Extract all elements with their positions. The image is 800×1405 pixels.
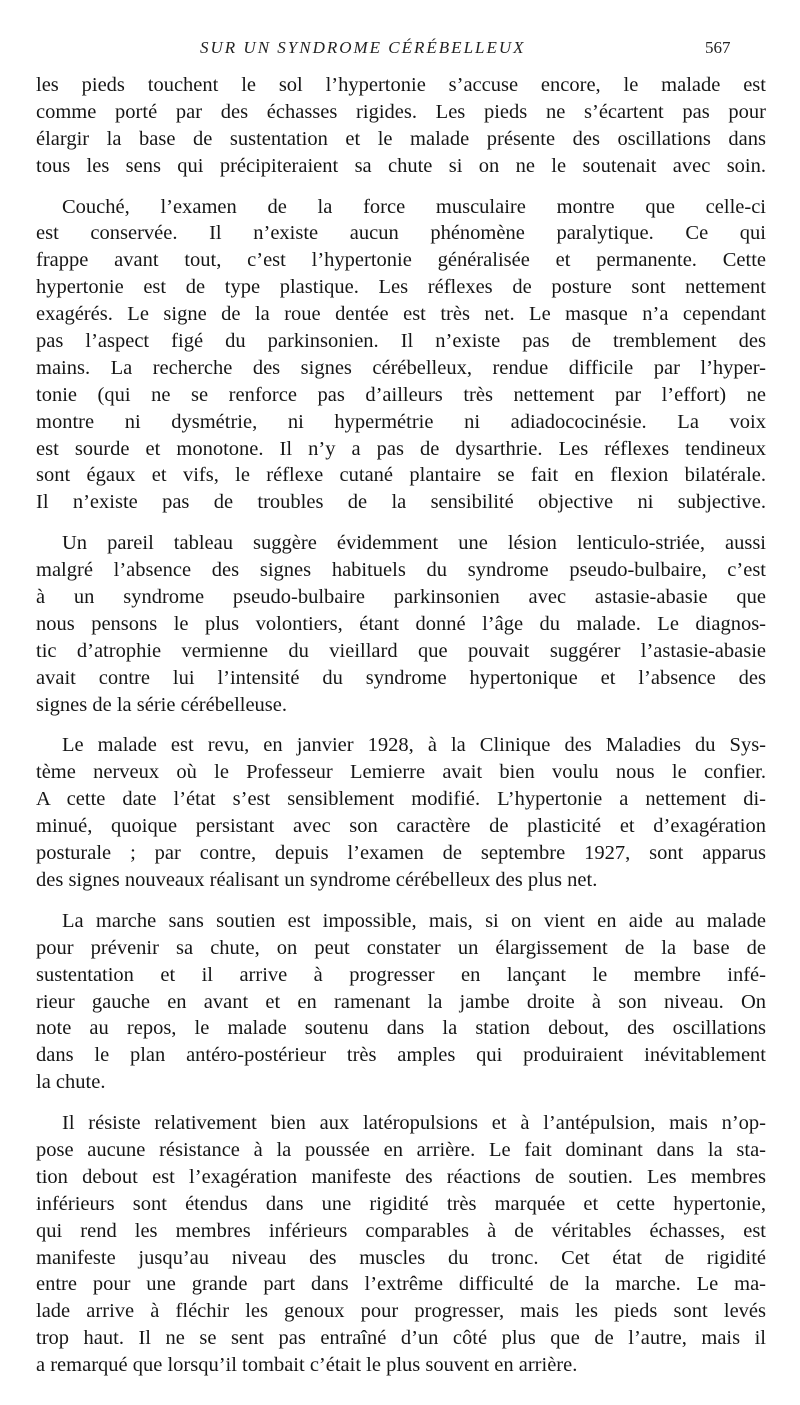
text-line: posturale ; par contre, depuis l’examen de septembre 1927, sont apparus: [36, 842, 766, 865]
text-line: A cette date l’état s’est sensiblement modifié. L’hypertonie a nettement di-: [36, 788, 766, 811]
text-line: Le malade est revu, en janvier 1928, à la Clinique des Maladies du Sys-: [62, 734, 766, 757]
text-line: élargir la base de sustentation et le malade présente des oscillations dans: [36, 127, 766, 150]
running-head: SUR UN SYNDROME CÉRÉBELLEUX: [200, 38, 526, 57]
text-line: a remarqué que lorsqu’il tombait c’était le plus souvent en arrière.: [36, 1354, 578, 1377]
text-line: Il n’existe pas de troubles de la sensibilité objective ni subjective.: [36, 491, 766, 514]
paragraph: [36, 1110, 766, 1379]
paragraph: [36, 72, 766, 180]
text-line: inférieurs sont étendus dans une rigidité très marquée et cette hypertonie,: [36, 1192, 766, 1215]
text-line: pour prévenir sa chute, on peut constater un élargissement de la base de: [36, 936, 766, 959]
text-line: note au repos, le malade soutenu dans la station debout, des oscillations: [36, 1017, 766, 1040]
text-line: lade arrive à fléchir les genoux pour progresser, mais les pieds sont levés: [36, 1300, 766, 1323]
text-line: Il résiste relativement bien aux latéropulsions et à l’antépulsion, mais n’op-: [62, 1112, 766, 1135]
paragraph: [36, 908, 766, 1096]
text-line: tic d’atrophie vermienne du vieillard que pouvait suggérer l’astasie-abasie: [36, 639, 766, 662]
text-line: exagérés. Le signe de la roue dentée est très net. Le masque n’a cependant: [36, 303, 766, 326]
text-line: nous pensons le plus volontiers, étant donné l’âge du malade. Le diagnos-: [36, 612, 766, 635]
text-line: qui rend les membres inférieurs comparables à de véritables échasses, est: [36, 1219, 766, 1242]
text-line: signes de la série cérébelleuse.: [36, 693, 288, 716]
text-line: tous les sens qui précipiteraient sa chute si on ne le soutenait avec soin.: [36, 154, 766, 177]
text-line: Couché, l’examen de la force musculaire montre que celle-ci: [62, 195, 766, 218]
text-line: à un syndrome pseudo-bulbaire parkinsonien avec astasie-abasie que: [36, 586, 766, 609]
text-line: hypertonie est de type plastique. Les réflexes de posture sont nettement: [36, 276, 766, 299]
text-line: trop haut. Il ne se sent pas entraîné d’un côté plus que de l’autre, mais il: [36, 1327, 766, 1350]
text-line: tion debout est l’exagération manifeste des réactions de soutien. Les membres: [36, 1165, 766, 1188]
text-line: montre ni dysmétrie, ni hypermétrie ni adiadococinésie. La voix: [36, 410, 766, 433]
text-line: comme porté par des échasses rigides. Les pieds ne s’écartent pas pour: [36, 100, 766, 123]
text-line: frappe avant tout, c’est l’hypertonie généralisée et permanente. Cette: [36, 249, 766, 272]
text-line: La marche sans soutien est impossible, mais, si on vient en aide au malade: [62, 909, 766, 932]
text-line: des signes nouveaux réalisant un syndrome cérébelleux des plus net.: [36, 868, 598, 891]
page-header: [0, 38, 800, 64]
text-line: malgré l’absence des signes habituels du syndrome pseudo-bulbaire, c’est: [36, 559, 766, 582]
paragraph: [36, 530, 766, 718]
text-line: la chute.: [36, 1071, 106, 1094]
text-line: dans le plan antéro-postérieur très amples qui produiraient inévitablement: [36, 1044, 766, 1067]
text-line: sont égaux et vifs, le réflexe cutané plantaire se fait en flexion bilatérale.: [36, 464, 766, 487]
body-text: [36, 72, 766, 1379]
text-line: les pieds touchent le sol l’hypertonie s’accuse encore, le malade est: [36, 74, 766, 96]
text-line: est conservée. Il n’existe aucun phénomène paralytique. Ce qui: [36, 222, 766, 245]
page-number: 567: [705, 38, 731, 57]
text-line: mains. La recherche des signes cérébelleux, rendue difficile par l’hyper-: [36, 356, 766, 379]
text-line: tème nerveux où le Professeur Lemierre avait bien voulu nous le confier.: [36, 761, 766, 784]
text-line: avait contre lui l’intensité du syndrome hypertonique et l’absence des: [36, 666, 766, 689]
text-line: minué, quoique persistant avec son caractère de plasticité et d’exagération: [36, 815, 766, 838]
text-line: Un pareil tableau suggère évidemment une lésion lenticulo-striée, aussi: [62, 532, 766, 555]
text-line: rieur gauche en avant et en ramenant la jambe droite à son niveau. On: [36, 990, 766, 1013]
text-line: pose aucune résistance à la poussée en arrière. Le fait dominant dans la sta-: [36, 1138, 766, 1161]
paragraph: [36, 732, 766, 893]
text-line: sustentation et il arrive à progresser en lançant le membre infé-: [36, 963, 766, 986]
text-line: entre pour une grande part dans l’extrême difficulté de la marche. Le ma-: [36, 1273, 766, 1296]
text-line: est sourde et monotone. Il n’y a pas de dysarthrie. Les réflexes tendineux: [36, 437, 766, 460]
text-line: tonie (qui ne se renforce pas d’ailleurs très nettement par l’effort) ne: [36, 383, 766, 406]
text-line: pas l’aspect figé du parkinsonien. Il n’existe pas de tremblement des: [36, 330, 766, 353]
paragraph: [36, 194, 766, 517]
text-line: manifeste jusqu’au niveau des muscles du tronc. Cet état de rigidité: [36, 1246, 766, 1269]
